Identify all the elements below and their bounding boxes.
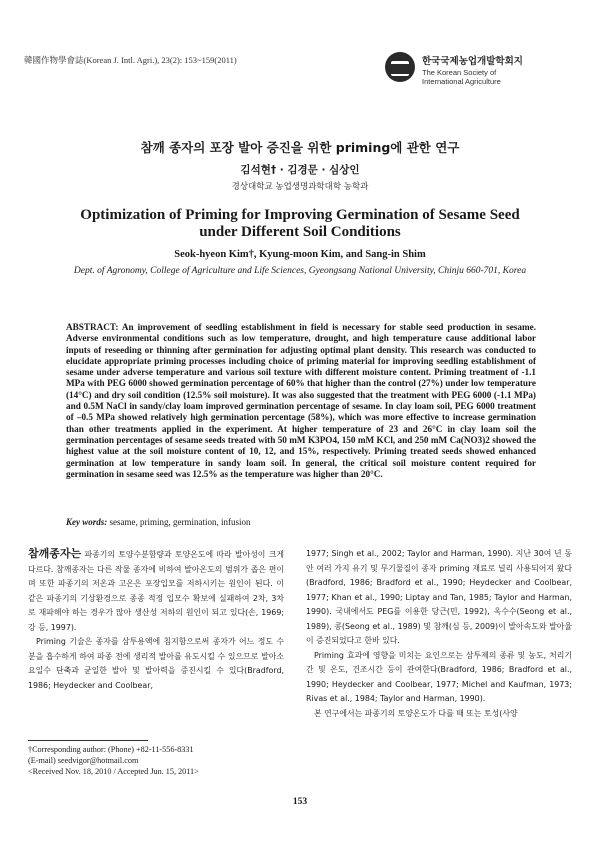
keywords-label: Key words: — [66, 517, 108, 527]
affiliation-korean: 경상대학교 농업생명과학대학 농학과 — [231, 182, 369, 192]
body-paragraph — [28, 547, 284, 635]
affiliation-english: Dept. of Agronomy, College of Agriculture and Life Sciences, Gyeongsang National University, Chinju 660-701, Korea — [73, 266, 527, 276]
society-name-en: The Korean Society of International Agriculture — [422, 68, 501, 86]
society-name-ko: 한국국제농업개발학회지 — [422, 56, 523, 67]
page-number: 153 — [292, 797, 308, 807]
title-english: Optimization of Priming for Improving Germination of Sesame Seed under Different Soil Conditions — [80, 207, 520, 240]
body-paragraph: 1977; Singh et al., 2002; Taylor and Harman, 1990). 지난 30여 년 동안 여러 가지 유기 및 무기물질이 종자 priming 재료로 널리 사용되어져 왔다(Bradford, 1986; Bradford et al., 1990; Heydecker and Coolbear, 1977; Khan et al., 1990; Liptay and Tan, 1985; Taylor and Harman, 1990). 국내에서도 PEG를 이용한 당근(민, 1992), 옥수수(Seong et al., 1989), 콩(Seong et al., 1989) 및 참깨(심 등, 2009)이 발아속도와 발아율이 증진되었다고 한바 있다. — [306, 549, 572, 645]
body-text: Priming 기술은 종자를 삼투용액에 침지함으로써 종자가 어느 정도 수분을 흡수하게 하여 파종 전에 생리적 발아를 유도시킬 수 있으므로 발아소요일수 단축과 균일한 발아 및 발아력을 증진시킬 수 있다(Bradford, 1986; Heydecker and Coolbear, — [28, 637, 284, 690]
body-lead-word: 참깨종자는 — [28, 547, 82, 560]
footnote-rule — [28, 740, 148, 741]
footnote — [28, 744, 284, 777]
authors-korean: 김석현† · 김경문 · 심상인 — [240, 164, 360, 176]
abstract: ABSTRACT: An improvement of seedling establishment in field is necessary for stable seed production in sesame. Adverse environmental conditions such as low temperature, drought, and high temperature cause additional labor inputs of reseeding or thinning after germination for adjusting optimal plant density. This research was conducted to elucidate appropriate priming processes including choice of priming material for improving seedling establishment of sesame under adverse temperature and various soil texture with different moisture content. Priming treatment of -1.1 MPa with PEG 6000 showed germination percentage of 60% that higher than the control (27%) under low temperature (14°C) and dry soil condition (12.5% soil moisture). It was also suggested that the treatment with PEG 6000 (-1.1 MPa) and 0.5M NaCl in sandy/clay loam improved germination percentage of sesame. In clay loam soil, PEG 6000 treatment of –0.5 MPa showed relatively high germination percentage (58%), which was more effective to increase germination than other treatments applied in the experiment. At higher temperature of 23 and 26°C in clay loam soil the germination percentages of sesame seeds treated with 50 mM K3PO4, 150 mM KCl, and 250 mM Ca(NO3)2 showed the highest value at the soil moisture content of 10, 12, and 15%, respectively. Priming treated seeds showed enhanced germination at low temperature in sandy loam soil. In general, the critical soil moisture content required for germination in sesame seed was 12.5% as the temperature was higher than 20°C. — [66, 322, 536, 479]
body-paragraph: 본 연구에서는 파종기의 토양온도가 다를 때 또는 토성(사양 — [314, 708, 518, 718]
corresponding-author: †Corresponding author: (Phone) +82-11-556-8331 — [28, 745, 194, 754]
authors-english: Seok-hyeon Kim†, Kyung-moon Kim, and Sang-in Shim — [174, 249, 426, 260]
received-date: <Received Nov. 18, 2010 / Accepted Jun. 15, 2011> — [28, 767, 199, 776]
body-paragraph: Priming 효과에 영향을 미치는 요인으로는 삼투제의 종류 및 농도, 처리기간 및 온도, 건조시간 등이 관여한다(Bradford, 1986; Bradford et al., 1990; Heydecker and Coolbear, 1977; Michel and Kaufman, 1973; Rivas et al., 1984; Taylor and Harman, 1990). — [306, 650, 572, 703]
body-paragraph — [28, 635, 284, 693]
body-left-column — [28, 547, 284, 693]
author-email: (E-mail) seedvigor@hotmail.com — [28, 756, 139, 765]
keywords — [66, 517, 536, 527]
body-right-column — [306, 547, 572, 721]
society-logo-icon — [385, 52, 415, 82]
keywords-list: sesame, priming, germination, infusion — [109, 517, 251, 527]
journal-citation: 韓國作物學會誌(Korean J. Intl. Agri.), 23(2): 153~159(2011) — [24, 55, 237, 65]
body-text: 파종기의 토양수분함량과 토양온도에 따라 발아성이 크게 다르다. 참깨종자는 다른 작물 종자에 비하여 발아온도의 범위가 좁은 편이며 또한 파종기의 저온과 고온은 포장입모를 저하시키는 원인이 된다. 이 같은 파종기의 기상환경으로 종종 적정 입모수 확보에 실패하여 2차, 3차로 재파해야 하는 경우가 많아 생산성 저하의 원인이 되고 있다(손, 1969; 강 등, 1997). — [28, 550, 284, 632]
title-korean: 참깨 종자의 포장 발아 증진을 위한 priming에 관한 연구 — [140, 140, 460, 155]
